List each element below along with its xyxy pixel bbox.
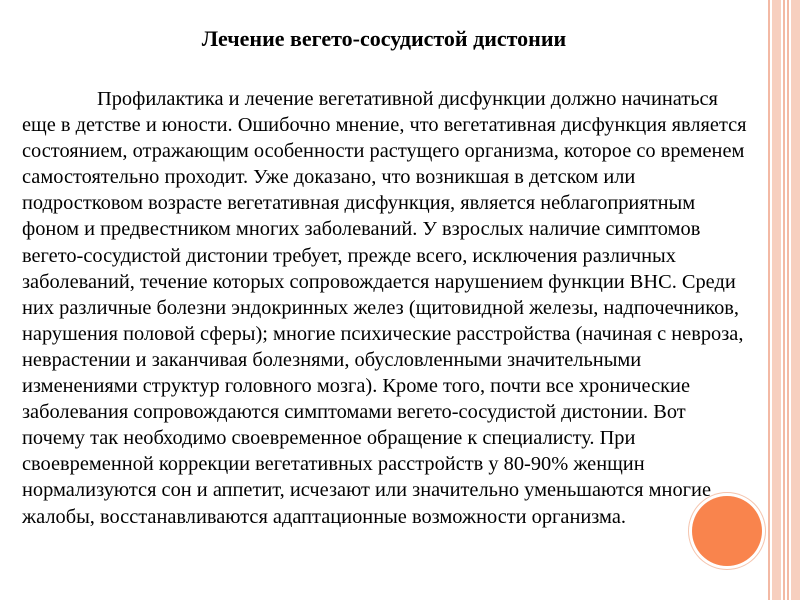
right-border-stripe: [768, 0, 770, 600]
slide-body-text: Профилактика и лечение вегетативной дисфункции должно начинаться еще в детстве и юности. Ошибочно мнение, что вегетативная дисфункция является состоянием, отражающим особенности растущего организма, которое со временем самостоятельно проходит. Уже доказано, что возникшая в детском или подростковом возрасте вегетативная дисфункция, является неблагоприятным фоном и предвестником многих заболеваний. У взрослых наличие симптомов вегето-сосудистой дистонии требует, прежде всего, исключения различных заболеваний, течение которых сопровождается нарушением функции ВНС. Среди них различные болезни эндокринных желез (щитовидной железы, надпочечников, нарушения половой сферы); многие психические расстройства (начиная с невроза, неврастении и заканчивая болезнями, обусловленными значительными изменениями структур головного мозга). Кроме того, почти все хронические заболевания сопровождаются симптомами вегето-сосудистой дистонии. Вот почему так необходимо своевременное обращение к специалисту. При своевременной коррекции вегетативных расстройств у 80-90% женщин нормализуются сон и аппетит, исчезают или значительно уменьшаются многие жалобы, восстанавливаются адаптационные возможности организма.: [22, 88, 747, 528]
right-border-stripe: [772, 0, 781, 600]
right-border-stripe: [783, 0, 785, 600]
right-border-stripe: [791, 0, 800, 600]
right-border-stripe: [787, 0, 789, 600]
slide-title: Лечение вегето-сосудистой дистонии: [201, 26, 567, 51]
decorative-circle: [692, 496, 762, 566]
